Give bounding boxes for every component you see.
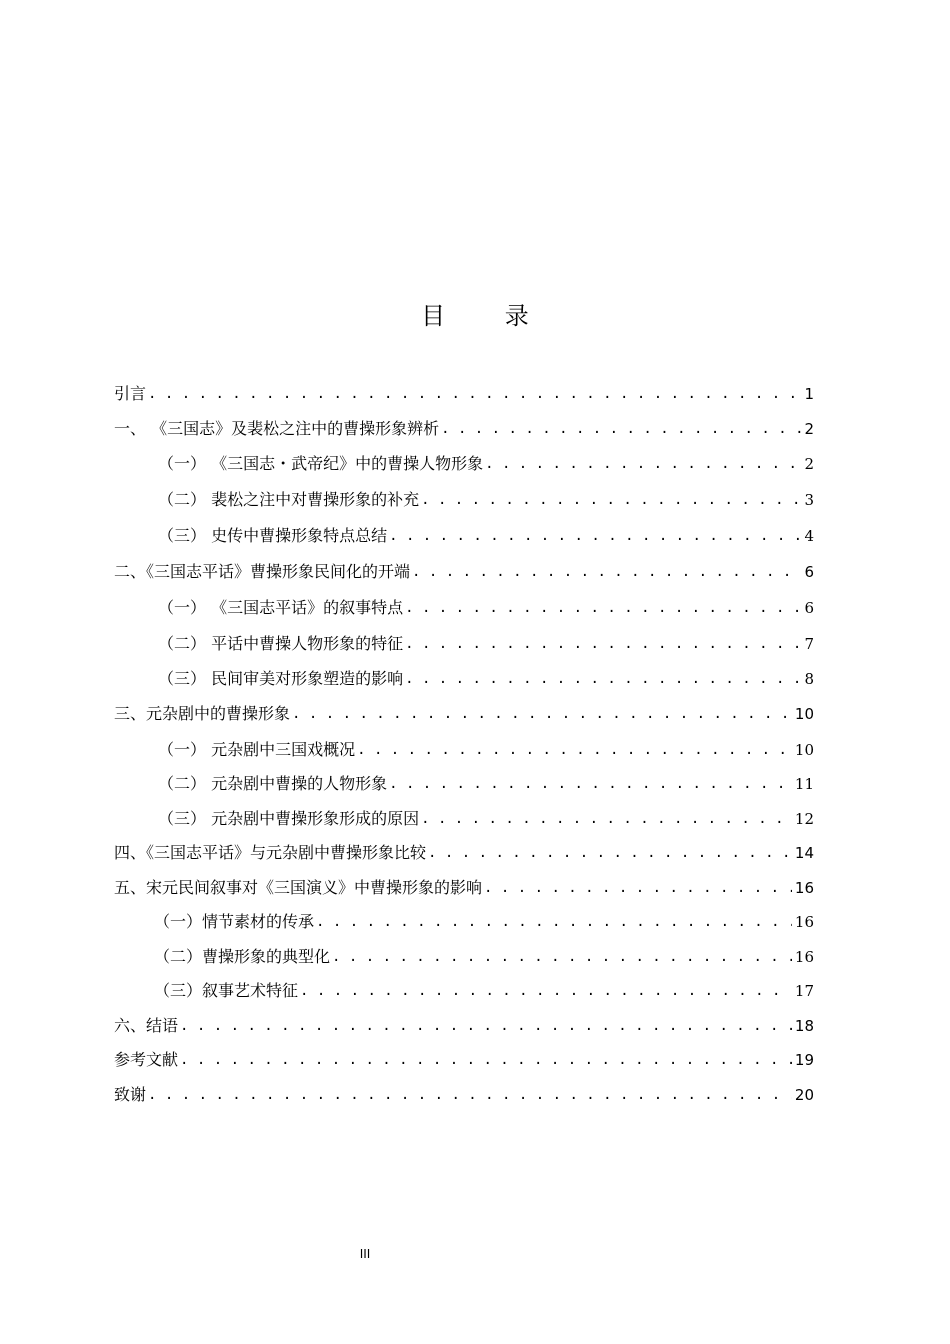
- toc-entry[interactable]: [114, 483, 814, 511]
- toc-dot-leader: [484, 877, 792, 899]
- toc-entry[interactable]: [114, 905, 814, 933]
- toc-entry-label: （一）情节素材的传承: [154, 912, 315, 931]
- toc-entry-page-number: 7: [804, 635, 814, 653]
- toc-entry-page-number: 3: [804, 491, 814, 509]
- toc-entry[interactable]: [114, 697, 814, 725]
- toc-dot-leader: [148, 383, 801, 405]
- toc-entry-page-number: 6: [804, 563, 814, 581]
- toc-entry-label: （二） 裴松之注中对曹操形象的补充: [158, 490, 420, 509]
- toc-entry-label: （二） 元杂剧中曹操的人物形象: [158, 774, 388, 793]
- toc-entry-page-number: 1: [804, 385, 814, 403]
- toc-dot-leader: [332, 946, 792, 968]
- toc-dot-leader: [316, 911, 792, 933]
- toc-entry[interactable]: [114, 591, 814, 619]
- toc-entry-page-number: 4: [804, 527, 814, 545]
- toc-entry-label: 五、宋元民间叙事对《三国演义》中曹操形象的影响: [114, 878, 483, 897]
- toc-entry[interactable]: [114, 377, 814, 405]
- toc-entry-page-number: 12: [794, 810, 814, 828]
- toc-dot-leader: [412, 561, 801, 583]
- toc-entry-label: （三） 史传中曹操形象特点总结: [158, 526, 388, 545]
- toc-entry-page-number: 10: [794, 705, 814, 723]
- toc-entry-page-number: 11: [794, 775, 814, 793]
- page-title: 目 录: [421, 302, 555, 330]
- toc-entry-label: 二、《三国志平话》曹操形象民间化的开端: [114, 562, 411, 581]
- toc-dot-leader: [421, 808, 792, 830]
- toc-entry-label: 引言: [114, 384, 147, 403]
- toc-entry-page-number: 16: [794, 913, 814, 931]
- toc-entry-label: 参考文献: [114, 1050, 179, 1069]
- toc-entry[interactable]: [114, 1043, 814, 1071]
- toc-entry[interactable]: [114, 1078, 814, 1106]
- toc-dot-leader: [441, 418, 801, 440]
- toc-entry-label: （三）叙事艺术特征: [154, 981, 299, 1000]
- toc-entry-page-number: 17: [794, 982, 814, 1000]
- toc-entry-page-number: 18: [794, 1017, 814, 1035]
- toc-entry-page-number: 10: [794, 741, 814, 759]
- toc-entry[interactable]: [114, 412, 814, 440]
- toc-entry[interactable]: [114, 802, 814, 830]
- toc-dot-leader: [180, 1049, 792, 1071]
- toc-dot-leader: [389, 773, 792, 795]
- toc-entry[interactable]: [114, 1009, 814, 1037]
- toc-entry-page-number: 8: [804, 670, 814, 688]
- toc-entry[interactable]: [114, 974, 814, 1002]
- toc-entry[interactable]: [114, 447, 814, 475]
- toc-entry-label: （二） 平话中曹操人物形象的特征: [158, 634, 404, 653]
- toc-entry[interactable]: [114, 733, 814, 761]
- toc-dot-leader: [405, 668, 801, 690]
- toc-dot-leader: [357, 739, 792, 761]
- toc-entry-page-number: 16: [794, 879, 814, 897]
- toc-entry-label: 三、元杂剧中的曹操形象: [114, 704, 291, 723]
- toc-entry-label: 六、结语: [114, 1016, 179, 1035]
- toc-entry-page-number: 16: [794, 948, 814, 966]
- toc-entry[interactable]: [114, 871, 814, 899]
- toc-dot-leader: [292, 703, 792, 725]
- toc-dot-leader: [405, 597, 801, 619]
- toc-dot-leader: [389, 525, 801, 547]
- toc-dot-leader: [421, 489, 801, 511]
- toc-entry-page-number: 2: [804, 455, 814, 473]
- toc-entry[interactable]: [114, 767, 814, 795]
- toc-dot-leader: [405, 633, 801, 655]
- toc-entry[interactable]: [114, 940, 814, 968]
- toc-entry-page-number: 19: [794, 1051, 814, 1069]
- toc-entry-label: （一） 元杂剧中三国戏概况: [158, 740, 356, 759]
- toc-entry-label: （一） 《三国志・武帝纪》中的曹操人物形象: [158, 454, 484, 473]
- toc-dot-leader: [428, 842, 792, 864]
- toc-dot-leader: [148, 1084, 792, 1106]
- toc-entry-label: （三） 民间审美对形象塑造的影响: [158, 669, 404, 688]
- toc-entry-label: 致谢: [114, 1085, 147, 1104]
- toc-entry[interactable]: [114, 662, 814, 690]
- toc-entry-label: 一、 《三国志》及裴松之注中的曹操形象辨析: [114, 419, 440, 438]
- toc-entry[interactable]: [114, 519, 814, 547]
- toc-dot-leader: [300, 980, 792, 1002]
- page-number-footer: III: [359, 1247, 371, 1261]
- toc-entry[interactable]: [114, 555, 814, 583]
- toc-entry-label: 四、《三国志平话》与元杂剧中曹操形象比较: [114, 843, 427, 862]
- toc-dot-leader: [180, 1015, 792, 1037]
- toc-entry-page-number: 14: [794, 844, 814, 862]
- toc-entry[interactable]: [114, 836, 814, 864]
- toc-dot-leader: [485, 453, 801, 475]
- toc-entry-label: （二）曹操形象的典型化: [154, 947, 331, 966]
- toc-entry-page-number: 2: [804, 420, 814, 438]
- toc-entry-page-number: 6: [804, 599, 814, 617]
- toc-entry[interactable]: [114, 627, 814, 655]
- toc-entry-label: （一） 《三国志平话》的叙事特点: [158, 598, 404, 617]
- toc-entry-page-number: 20: [794, 1086, 814, 1104]
- toc-entry-label: （三） 元杂剧中曹操形象形成的原因: [158, 809, 420, 828]
